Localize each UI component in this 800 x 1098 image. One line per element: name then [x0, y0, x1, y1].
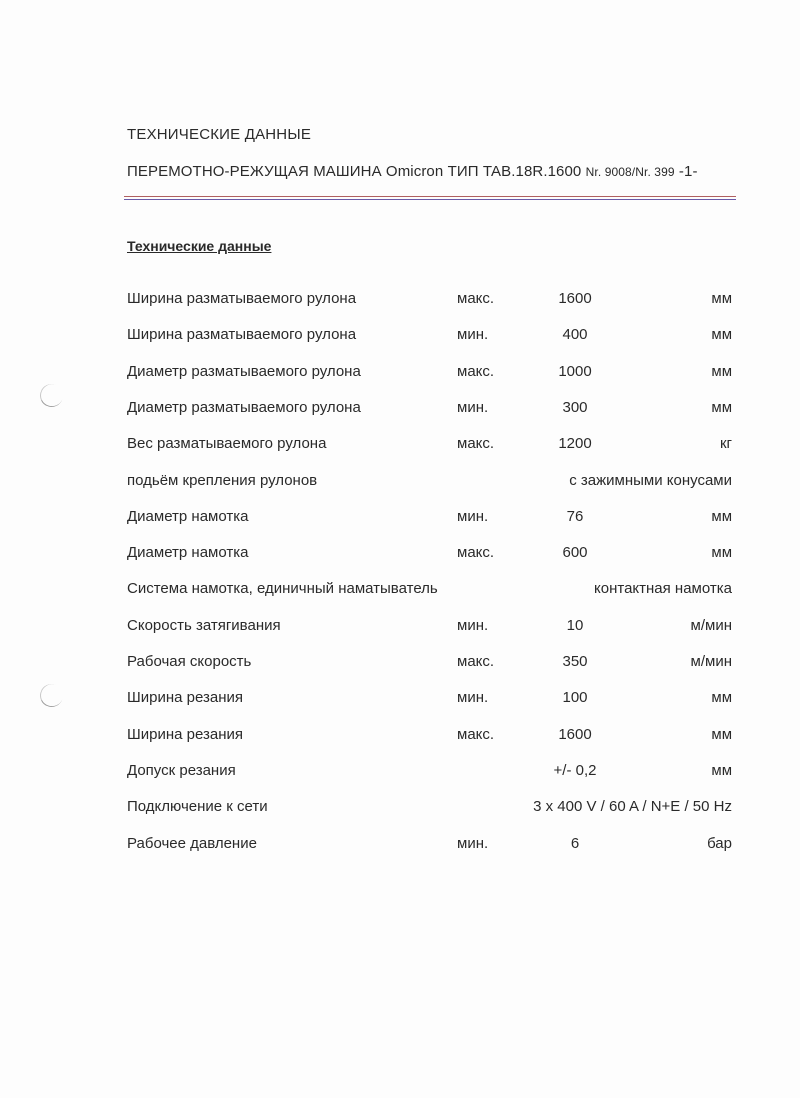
spec-row: [0, 617, 800, 637]
spec-unit: бар: [707, 835, 732, 852]
document-title: ТЕХНИЧЕСКИЕ ДАННЫЕ: [127, 126, 312, 143]
spec-unit: мм: [711, 762, 732, 779]
spec-unit: мм: [711, 363, 732, 380]
spec-value: 400: [562, 326, 588, 343]
spec-row: [0, 798, 800, 818]
spec-name: Ширина резания: [127, 689, 244, 706]
spec-row: [0, 363, 800, 383]
spec-name: Диаметр намотка: [127, 508, 249, 525]
spec-qualifier: мин.: [457, 689, 489, 706]
spec-name: Диаметр разматываемого рулона: [127, 399, 361, 416]
spec-row: [0, 399, 800, 419]
header-rule-red: [124, 196, 736, 197]
spec-name: Ширина резания: [127, 726, 244, 743]
spec-row: [0, 326, 800, 346]
spec-value-wide: контактная намотка: [594, 580, 732, 597]
spec-name: Ширина разматываемого рулона: [127, 326, 357, 343]
spec-unit: мм: [711, 290, 732, 307]
spec-qualifier: макс.: [457, 363, 495, 380]
spec-value: 100: [562, 689, 588, 706]
spec-value: 350: [562, 653, 588, 670]
machine-title: ПЕРЕМОТНО-РЕЖУЩАЯ МАШИНА Omicron ТИП TAB.18R.1600: [127, 163, 582, 180]
spec-unit: мм: [711, 689, 732, 706]
machine-title-line: [127, 163, 698, 180]
spec-row: [0, 689, 800, 709]
spec-row: [0, 653, 800, 673]
spec-name: подьём крепления рулонов: [127, 472, 318, 489]
spec-value: 10: [566, 617, 584, 634]
page-marker: -1-: [678, 163, 698, 180]
spec-unit: мм: [711, 326, 732, 343]
spec-name: Диаметр разматываемого рулона: [127, 363, 361, 380]
spec-name: Рабочее давление: [127, 835, 257, 852]
header-rule-blue: [124, 199, 736, 200]
spec-unit: кг: [719, 435, 732, 452]
spec-row: [0, 580, 800, 600]
spec-qualifier: макс.: [457, 435, 495, 452]
spec-value: 1600: [558, 726, 592, 743]
spec-row: [0, 726, 800, 746]
spec-unit: мм: [711, 544, 732, 561]
spec-qualifier: мин.: [457, 326, 489, 343]
spec-name: Вес разматываемого рулона: [127, 435, 327, 452]
spec-qualifier: макс.: [457, 290, 495, 307]
spec-qualifier: мин.: [457, 399, 489, 416]
spec-unit: м/мин: [690, 617, 732, 634]
spec-row: [0, 508, 800, 528]
spec-value: 6: [570, 835, 580, 852]
spec-value: 300: [562, 399, 588, 416]
spec-value-wide: с зажимными конусами: [569, 472, 732, 489]
spec-value: 1600: [558, 290, 592, 307]
spec-unit: м/мин: [690, 653, 732, 670]
spec-row: [0, 472, 800, 492]
spec-value: 76: [566, 508, 584, 525]
spec-name: Подключение к сети: [127, 798, 268, 815]
spec-name: Допуск резания: [127, 762, 236, 779]
spec-qualifier: макс.: [457, 726, 495, 743]
spec-qualifier: макс.: [457, 653, 495, 670]
spec-unit: мм: [711, 726, 732, 743]
spec-qualifier: мин.: [457, 508, 489, 525]
spec-value: 1000: [558, 363, 592, 380]
spec-row: [0, 544, 800, 564]
serial-number: Nr. 9008/Nr. 399: [585, 165, 675, 179]
spec-value: 1200: [558, 435, 592, 452]
spec-name: Диаметр намотка: [127, 544, 249, 561]
spec-value: 600: [562, 544, 588, 561]
spec-name: Рабочая скорость: [127, 653, 252, 670]
spec-value: +/- 0,2: [553, 762, 597, 779]
spec-row: [0, 290, 800, 310]
spec-name: Система намотка, единичный наматыватель: [127, 580, 438, 597]
section-heading: Технические данные: [127, 238, 272, 254]
spec-row: [0, 435, 800, 455]
spec-qualifier: мин.: [457, 835, 489, 852]
spec-row: [0, 835, 800, 855]
spec-qualifier: мин.: [457, 617, 489, 634]
spec-unit: мм: [711, 508, 732, 525]
spec-value-wide: 3 x 400 V / 60 A / N+E / 50 Hz: [533, 798, 732, 815]
spec-qualifier: макс.: [457, 544, 495, 561]
spec-unit: мм: [711, 399, 732, 416]
spec-name: Скорость затягивания: [127, 617, 281, 634]
spec-name: Ширина разматываемого рулона: [127, 290, 357, 307]
spec-row: [0, 762, 800, 782]
